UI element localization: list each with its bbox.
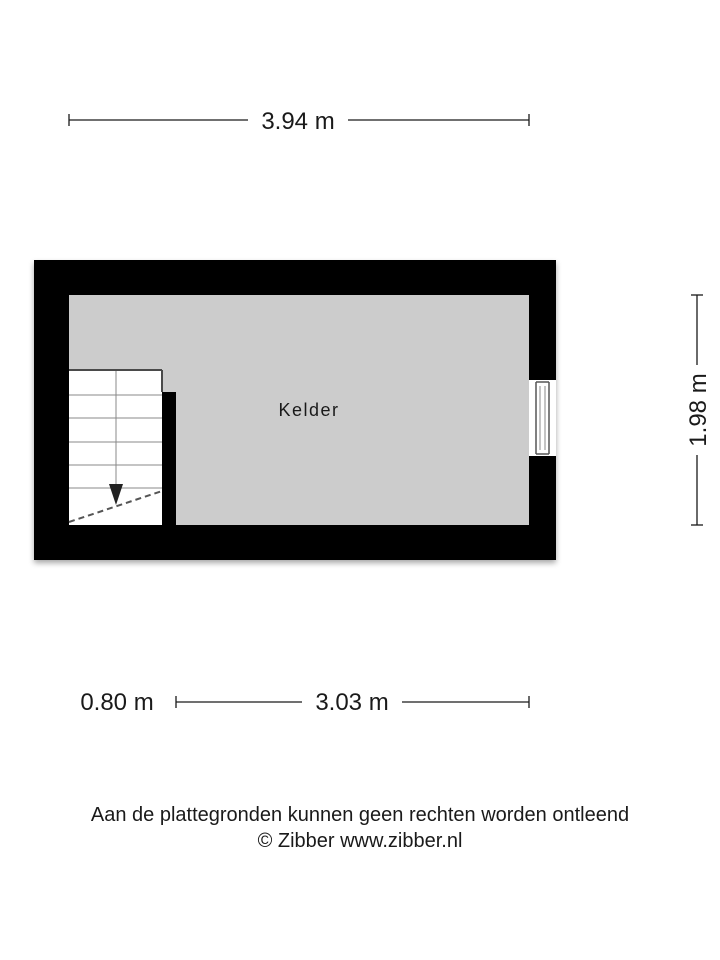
stair-top-border [69, 369, 162, 371]
stair-right-border [161, 370, 163, 392]
room-label-kelder: Kelder [278, 400, 340, 420]
dimension-label-top: 3.94 m [261, 108, 335, 135]
window-frame [529, 380, 556, 456]
window [529, 380, 556, 456]
dimension-bottom [80, 689, 529, 716]
dimension-label-right: 1.98 m [685, 373, 712, 447]
dimension-top [69, 108, 529, 135]
dimension-right [685, 295, 712, 525]
disclaimer-text: Aan de plattegronden kunnen geen rechten worden ontleend [90, 804, 630, 826]
stair-wall [162, 392, 176, 525]
staircase [69, 369, 176, 525]
copyright-text: © Zibber www.zibber.nl [257, 830, 463, 852]
dimension-label-bottom-right: 3.03 m [315, 689, 389, 716]
dimension-label-bottom-left: 0.80 m [80, 689, 154, 716]
